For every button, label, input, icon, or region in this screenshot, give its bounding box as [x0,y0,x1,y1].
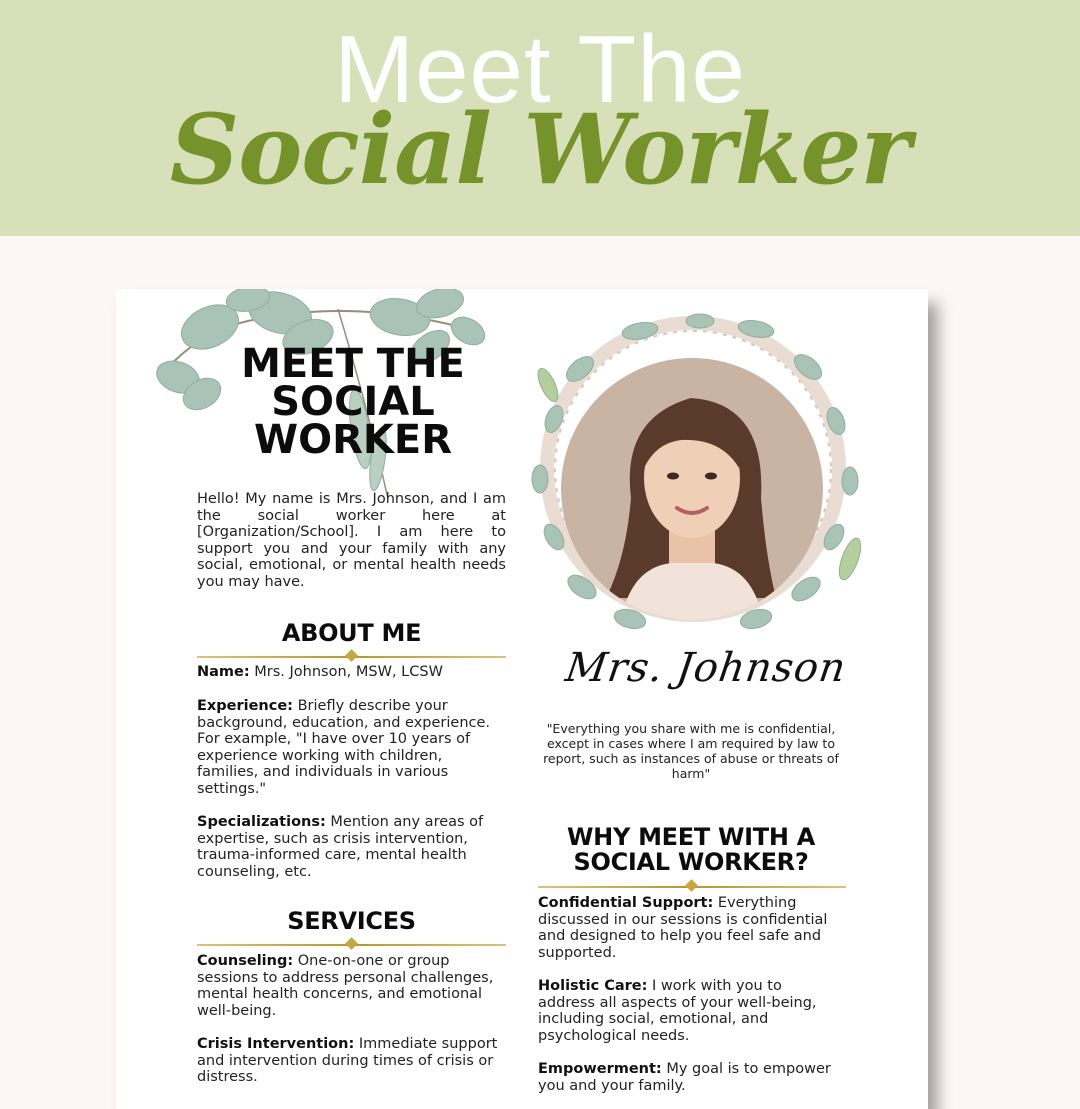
empowerment-entry: Empowerment: My goal is to empower you and your family. [538,1061,831,1094]
banner-title-line2: Social Worker [169,93,911,206]
counseling-entry: Counseling: One-on-one or group sessions to address personal challenges, mental health concerns, and emotional well-being. [197,953,494,1019]
services-title: SERVICES [287,907,416,935]
why-meet-title: WHY MEET WITH A SOCIAL WORKER? [567,823,815,876]
portrait-image [561,358,823,620]
intro-paragraph: Hello! My name is Mrs. Johnson, and I am the social worker here at [Organization/School]. I am here to support you and your family with any social, emotional, or mental health needs you may have. [197,491,506,590]
signature: Mrs. Johnson [562,645,850,691]
about-me-title: ABOUT ME [281,619,422,647]
services-divider [197,938,506,952]
title-banner [0,0,1080,236]
flyer-main-heading: MEET THE SOCIAL WORKER [241,341,465,463]
about-divider [197,650,506,664]
experience-entry: Experience: Briefly describe your background, education, and experience. For example, "I have over 10 years of experience working with children, families, and individuals in various settings." [197,698,491,797]
why-divider [538,880,846,894]
name-entry: Name: Mrs. Johnson, MSW, LCSW [197,664,443,680]
confidential-support-entry: Confidential Support: Everything discussed in our sessions is confidential and designed to help you feel safe and supported. [538,895,828,961]
holistic-care-entry: Holistic Care: I work with you to address all aspects of your well-being, including social, emotional, and psychological needs. [538,978,817,1044]
flyer-sheet [116,289,928,1109]
confidentiality-quote: "Everything you share with me is confidential, except in cases where I am required by law to report, such as instances of abuse or threats of harm" [543,721,839,781]
crisis-entry: Crisis Intervention: Immediate support and intervention during times of crisis or distress. [197,1036,498,1085]
banner-title-line1: Meet The [334,16,746,123]
specializations-entry: Specializations: Mention any areas of expertise, such as crisis intervention, trauma-informed care, mental health counseling, etc. [197,814,484,880]
